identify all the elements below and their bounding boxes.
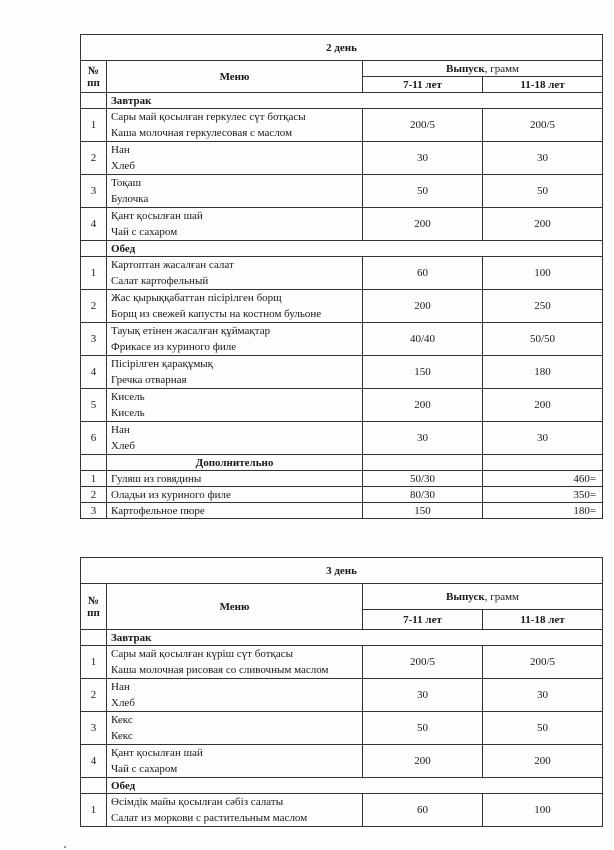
section-number-cell [81,93,107,109]
dish-name-cell [107,175,363,208]
dish-name-russian: Хлеб [111,697,135,709]
portion-7-11: 50/30 [363,471,483,487]
portion-11-18: 50 [483,175,603,208]
dish-name-cell [107,208,363,241]
item-number: 2 [81,142,107,175]
empty-cell [363,455,483,471]
table-row [81,142,603,175]
dish-name-kazakh: Тоқаш [111,177,142,189]
section-number-cell [81,455,107,471]
item-number: 6 [81,422,107,455]
portion-7-11: 200 [363,745,483,778]
table-row [81,646,603,679]
table-row [81,389,603,422]
item-number: 2 [81,290,107,323]
dish-name-cell [107,109,363,142]
column-header-age-11-18: 11-18 лет [483,77,603,93]
portion-11-18: 30 [483,142,603,175]
dish-name-kazakh: Нан [111,144,130,156]
dish-name-kazakh: Қант қосылған шай [111,210,203,222]
section-title: Завтрак [107,630,603,646]
dish-name-cell [107,389,363,422]
dish-name-russian: Каша молочная рисовая со сливочным маслом [111,664,329,676]
portion-7-11: 150 [363,356,483,389]
dish-name-kazakh: Өсімдік майы қосылған сәбіз салаты [111,796,284,808]
table-row [81,503,603,519]
item-number: 3 [81,323,107,356]
section-title: Завтрак [107,93,603,109]
dish-name-kazakh: Қант қосылған шай [111,747,203,759]
table-row [81,679,603,712]
item-number: 1 [81,109,107,142]
item-number: 2 [81,679,107,712]
dish-name-russian: Хлеб [111,440,135,452]
dish-name-cell [107,712,363,745]
item-number: 1 [81,794,107,827]
empty-cell [483,455,603,471]
table-row [81,257,603,290]
item-number: 1 [81,257,107,290]
portion-11-18: 100 [483,794,603,827]
dish-name-russian: Каша молочная геркулесовая с маслом [111,127,293,139]
table-row [81,745,603,778]
dish-name-kazakh: Тауық етінен жасалған құймақтар [111,325,271,337]
portion-7-11: 30 [363,679,483,712]
dish-name: Гуляш из говядины [107,471,363,487]
portion-7-11: 200 [363,389,483,422]
portion-11-18: 200 [483,208,603,241]
column-header-number: № пп [81,61,107,93]
portion-11-18: 460= [483,471,603,487]
portion-11-18: 180 [483,356,603,389]
table-row [81,794,603,827]
dish-name-kazakh: Нан [111,424,130,436]
dish-name-russian: Хлеб [111,160,135,172]
item-number: 1 [81,471,107,487]
dish-name-cell [107,290,363,323]
section-title: Обед [107,241,603,257]
dish-name-kazakh: Жас қырыққабаттан пісірілген борщ [111,292,282,304]
table-row [81,487,603,503]
table-row [81,323,603,356]
section-row [81,241,603,257]
output-label: Выпуск [446,590,485,603]
dish-name-cell [107,646,363,679]
item-number: 4 [81,208,107,241]
portion-7-11: 60 [363,257,483,290]
dish-name-kazakh: Картоптан жасалған салат [111,259,234,271]
portion-11-18: 100 [483,257,603,290]
column-header-output [363,61,603,77]
portion-7-11: 60 [363,794,483,827]
portion-7-11: 200/5 [363,646,483,679]
dish-name-kazakh: Сары май қосылған күріш сүт ботқасы [111,648,293,660]
item-number: 5 [81,389,107,422]
dish-name-russian: Борщ из свежей капусты на костном бульоне [111,308,322,320]
section-row [81,630,603,646]
scan-speck [64,846,66,848]
column-header-age-11-18: 11-18 лет [483,610,603,630]
output-unit: , грамм [484,590,520,603]
portion-7-11: 150 [363,503,483,519]
portion-11-18: 200 [483,745,603,778]
section-title: Обед [107,778,603,794]
section-row [81,93,603,109]
dish-name-russian: Булочка [111,193,149,205]
portion-7-11: 200 [363,290,483,323]
dish-name-russian: Чай с сахаром [111,226,178,238]
column-header-number: № пп [81,584,107,630]
portion-7-11: 30 [363,422,483,455]
output-label: Выпуск [446,62,485,75]
dish-name-cell [107,679,363,712]
dish-name-cell [107,257,363,290]
item-number: 3 [81,175,107,208]
portion-7-11: 50 [363,175,483,208]
dish-name-kazakh: Пісірілген қарақұмық [111,358,214,370]
dish-name-russian: Салат из моркови с растительным маслом [111,812,308,824]
dish-name-cell [107,323,363,356]
portion-7-11: 50 [363,712,483,745]
portion-7-11: 80/30 [363,487,483,503]
dish-name-kazakh: Нан [111,681,130,693]
portion-11-18: 30 [483,422,603,455]
day3-menu-table [80,557,603,827]
portion-7-11: 200 [363,208,483,241]
dish-name-cell [107,356,363,389]
dish-name-russian: Салат картофельный [111,275,209,287]
dish-name-cell [107,794,363,827]
table-row [81,422,603,455]
dish-name: Картофельное пюре [107,503,363,519]
section-number-cell [81,241,107,257]
portion-11-18: 180= [483,503,603,519]
column-header-menu: Меню [107,584,363,630]
item-number: 2 [81,487,107,503]
day2-title: 2 день [81,35,603,61]
column-header-output [363,584,603,610]
portion-11-18: 350= [483,487,603,503]
output-unit: , грамм [484,62,520,75]
dish-name-kazakh: Кекс [111,714,133,726]
column-header-menu: Меню [107,61,363,93]
portion-11-18: 50 [483,712,603,745]
item-number: 4 [81,745,107,778]
dish-name-russian: Кекс [111,730,133,742]
table-row [81,712,603,745]
section-row [81,778,603,794]
table-row [81,208,603,241]
portion-11-18: 200/5 [483,109,603,142]
dish-name-russian: Чай с сахаром [111,763,178,775]
portion-7-11: 30 [363,142,483,175]
table-row [81,290,603,323]
dish-name-russian: Кисель [111,407,145,419]
day3-title: 3 день [81,558,603,584]
table-row [81,109,603,142]
item-number: 1 [81,646,107,679]
dish-name-kazakh: Сары май қосылған геркулес сүт ботқасы [111,111,306,123]
section-number-cell [81,630,107,646]
section-row [81,455,603,471]
portion-11-18: 200 [483,389,603,422]
dish-name: Оладьи из куриного филе [107,487,363,503]
dish-name-kazakh: Кисель [111,391,145,403]
dish-name-russian: Фрикасе из куриного филе [111,341,237,353]
section-title-extra: Дополнительно [107,455,363,471]
portion-11-18: 50/50 [483,323,603,356]
portion-11-18: 200/5 [483,646,603,679]
dish-name-cell [107,422,363,455]
item-number: 4 [81,356,107,389]
item-number: 3 [81,712,107,745]
portion-7-11: 200/5 [363,109,483,142]
column-header-age-7-11: 7-11 лет [363,77,483,93]
table-row [81,356,603,389]
dish-name-cell [107,745,363,778]
section-number-cell [81,778,107,794]
dish-name-russian: Гречка отварная [111,374,187,386]
portion-7-11: 40/40 [363,323,483,356]
portion-11-18: 250 [483,290,603,323]
portion-11-18: 30 [483,679,603,712]
dish-name-cell [107,142,363,175]
table-row [81,175,603,208]
table-row [81,471,603,487]
item-number: 3 [81,503,107,519]
day2-menu-table [80,34,603,519]
column-header-age-7-11: 7-11 лет [363,610,483,630]
